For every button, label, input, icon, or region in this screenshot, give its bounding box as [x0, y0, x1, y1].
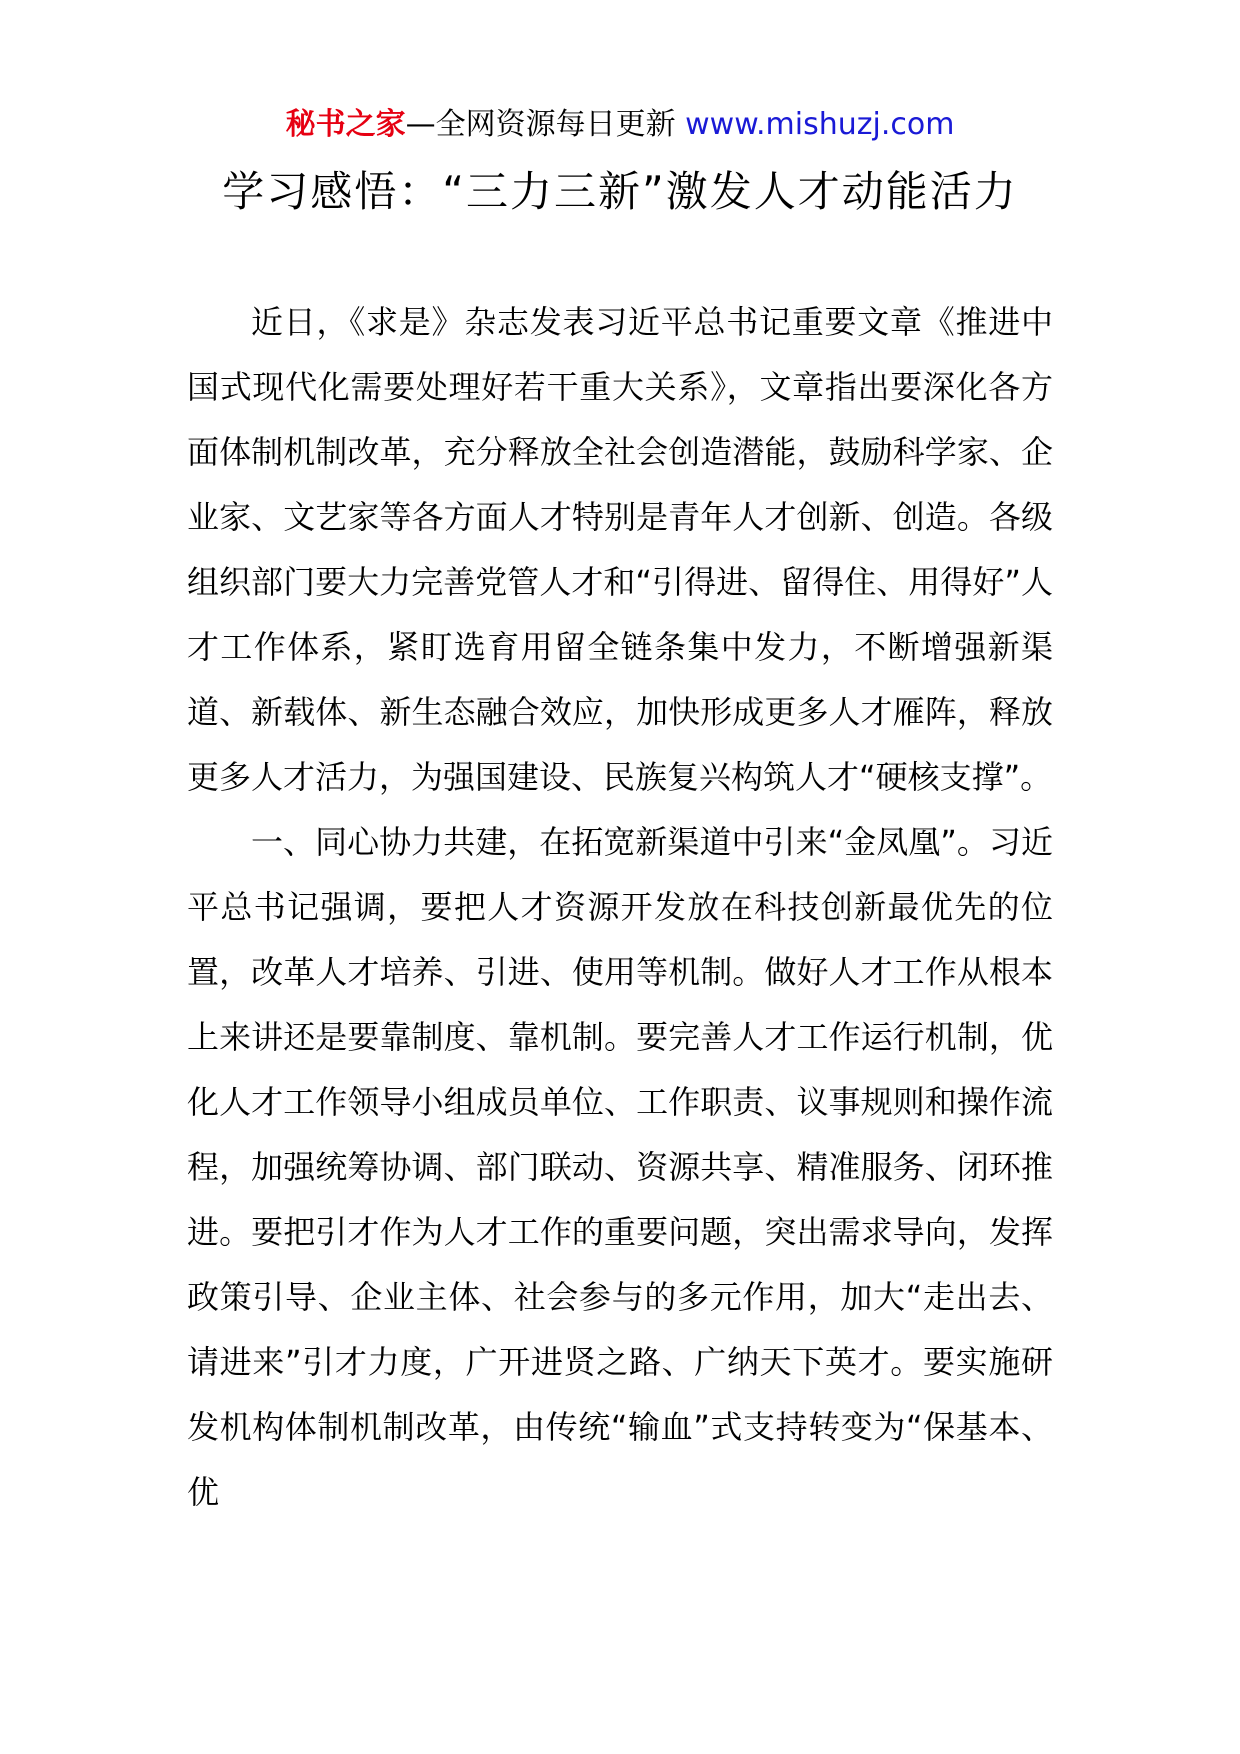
site-header — [0, 100, 1240, 150]
site-url-link[interactable]: www.mishuzj.com — [685, 107, 955, 142]
site-tagline: —全网资源每日更新 — [405, 107, 686, 142]
site-brand: 秘书之家 — [285, 107, 406, 142]
paragraph: 一、同心协力共建，在拓宽新渠道中引来“金凤凰”。习近平总书记强调，要把人才资源开发放在科技创新最优先的位置，改革人才培养、引进、使用等机制。做好人才工作从根本上来讲还是要靠制度、靠机制。要完善人才工作运行机制，优化人才工作领导小组成员单位、工作职责、议事规则和操作流程，加强统筹协调、部门联动、资源共享、精准服务、闭环推进。要把引才作为人才工作的重要问题，突出需求导向，发挥政策引导、企业主体、社会参与的多元作用，加大“走出去、请进来”引才力度，广开进贤之路、广纳天下英才。要实施研发机构体制机制改革，由传统“输血”式支持转变为“保基本、优 — [187, 823, 1053, 1511]
paragraph: 近日，《求是》杂志发表习近平总书记重要文章《推进中国式现代化需要处理好若干重大关系》，文章指出要深化各方面体制机制改革，充分释放全社会创造潜能，鼓励科学家、企业家、文艺家等各方面人才特别是青年人才创新、创造。各级组织部门要大力完善党管人才和“引得进、留得住、用得好”人才工作体系，紧盯选育用留全链条集中发力，不断增强新渠道、新载体、新生态融合效应，加快形成更多人才雁阵，释放更多人才活力，为强国建设、民族复兴构筑人才“硬核支撑”。 — [187, 303, 1053, 796]
page-title: 学习感悟：“三力三新”激发人才动能活力 — [222, 167, 1018, 216]
document-body — [187, 290, 1053, 1525]
